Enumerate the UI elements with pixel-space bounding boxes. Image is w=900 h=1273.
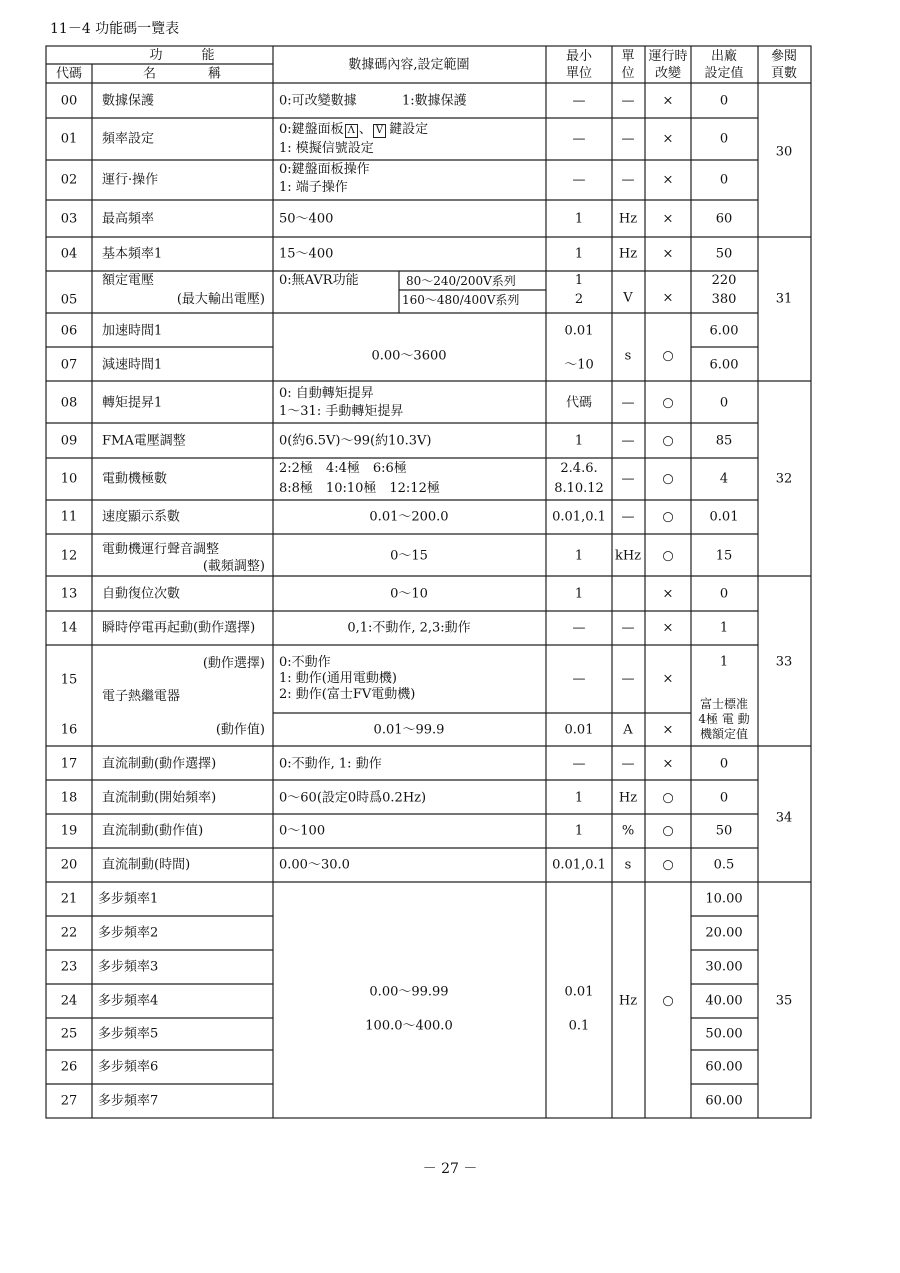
row-name: 瞬時停電再起動(動作選擇): [102, 620, 256, 636]
row-factory: 40.00: [705, 993, 743, 1009]
row-code: 08: [60, 395, 78, 411]
multistep-unit: Hz: [618, 993, 638, 1009]
row-run-change: ○: [662, 509, 674, 525]
row-min-unit: 1: [574, 273, 584, 288]
ref-page: 30: [775, 144, 793, 160]
row-name: 減速時間1: [102, 357, 163, 373]
row-content: 80～240/200V系列: [406, 274, 516, 288]
row-run-change: ○: [662, 857, 674, 873]
ref-page: 31: [775, 291, 793, 307]
row-content: 1: 模擬信號設定: [279, 141, 374, 156]
row-content: 0:不動作: [279, 655, 331, 670]
row-factory: 0: [719, 756, 729, 772]
row-min-unit: —: [572, 756, 586, 772]
row-code: 16: [60, 722, 78, 738]
row-min-unit: 1: [574, 586, 584, 602]
row-unit: s: [624, 857, 632, 873]
row-name: 轉矩提昇1: [102, 395, 163, 411]
row-unit: Hz: [618, 246, 638, 262]
row-code: 23: [60, 959, 78, 975]
row-content: 0:鍵盤面板操作: [279, 162, 370, 177]
row-unit: —: [621, 671, 635, 687]
row-content: 1: 動作(通用電動機): [279, 671, 397, 686]
row-code: 05: [60, 292, 78, 308]
row-factory: 6.00: [709, 323, 739, 339]
row-name: 直流制動(開始頻率): [102, 790, 217, 806]
up-key-icon: Λ: [345, 124, 358, 138]
row-name: 電子熱繼電器: [102, 689, 181, 704]
row-min-unit: —: [572, 131, 586, 147]
header-code: 代碼: [55, 66, 83, 82]
row-min-unit: 0.01,0.1: [552, 857, 606, 873]
header-factory-2: 設定值: [704, 66, 744, 81]
row-factory: 50.00: [705, 1026, 743, 1042]
row-factory: 85: [715, 433, 733, 449]
row-code: 19: [60, 823, 78, 839]
row-content: 0～15: [390, 548, 428, 564]
ref-page: 35: [775, 993, 793, 1009]
row-unit: —: [621, 509, 635, 525]
row-name: 運行·操作: [102, 172, 159, 188]
row-name: 多步頻率4: [98, 993, 159, 1009]
row-unit: —: [621, 395, 635, 411]
row-run-change: ○: [662, 471, 674, 487]
row-name: 多步頻率7: [98, 1093, 159, 1109]
multistep-run-change: ○: [662, 993, 674, 1009]
row-factory: 60: [715, 211, 733, 227]
row-name: 多步頻率5: [98, 1026, 159, 1042]
row-min-unit: 0.01: [564, 722, 594, 738]
row-min-unit: 0.01,0.1: [552, 509, 606, 525]
row-unit: —: [621, 433, 635, 449]
row-run-change: ○: [662, 395, 674, 411]
row-factory: 富士標准: [699, 697, 749, 711]
row-content: 1:數據保護: [402, 93, 467, 109]
row-code: 10: [60, 471, 78, 487]
row-code: 04: [60, 246, 78, 262]
row-factory: 50: [715, 246, 733, 262]
row-factory: 0.01: [709, 509, 739, 525]
row-min-unit: —: [572, 671, 586, 687]
row-code: 14: [60, 620, 78, 636]
row-name: 直流制動(動作選擇): [102, 756, 217, 772]
row-factory: 1: [719, 620, 729, 636]
row-name: (動作值): [215, 722, 265, 738]
row-code: 25: [60, 1026, 78, 1042]
row-min-unit: 1: [574, 433, 584, 449]
row-run-change: ×: [662, 172, 674, 188]
row-unit: Hz: [618, 211, 638, 227]
row-run-change: ○: [662, 433, 674, 449]
row-code: 11: [60, 509, 78, 525]
row-factory: 15: [715, 548, 733, 564]
header-min-unit-2: 單位: [565, 66, 593, 81]
down-key-icon: V: [373, 124, 386, 138]
row-run-change: ○: [662, 790, 674, 806]
row-run-change: ×: [662, 211, 674, 227]
row-name: 自動復位次數: [102, 586, 181, 602]
row-code: 13: [60, 586, 78, 602]
row-min-unit: 1: [574, 211, 584, 227]
row-factory: 1: [719, 654, 729, 670]
multistep-content: 0.00～99.99: [369, 984, 449, 1000]
row-code: 15: [60, 672, 78, 688]
row-min-unit: 8.10.12: [554, 481, 604, 496]
row-min-unit: 2: [574, 292, 584, 307]
row-content: 0.01～200.0: [369, 509, 449, 525]
row-unit: —: [621, 471, 635, 487]
header-function: 功 能: [149, 48, 215, 63]
row-factory: 380: [711, 292, 737, 307]
row-factory: 220: [711, 273, 737, 288]
row-factory: 0.5: [713, 857, 735, 873]
header-factory-1: 出廠: [710, 49, 738, 64]
row-name: 電動機極數: [102, 471, 168, 487]
header-run-change-1: 運行時: [648, 49, 688, 64]
row-min-unit: 1: [574, 790, 584, 806]
row-unit: Hz: [618, 790, 638, 806]
row-content: 0～10: [390, 586, 428, 602]
row-code: 22: [60, 925, 78, 941]
section-title: 11－4 功能碼一覽表: [50, 21, 180, 37]
row-content: 0:不動作, 1: 動作: [279, 756, 382, 772]
header-min-unit-1: 最小: [565, 49, 593, 64]
row-factory: 0: [719, 131, 729, 147]
row-run-change: ×: [662, 586, 674, 602]
row-content: 0～60(設定0時爲0.2Hz): [279, 790, 427, 806]
row-content: 1: 端子操作: [279, 180, 348, 195]
header-run-change-2: 改變: [654, 66, 682, 81]
row-min-unit: 1: [574, 823, 584, 839]
row-name: 電動機運行聲音調整: [102, 542, 220, 557]
row-factory: 6.00: [709, 357, 739, 373]
row-code: 24: [60, 993, 78, 1009]
row-content: 0(約6.5V)～99(約10.3V): [279, 433, 432, 449]
row-name: 數據保護: [102, 93, 155, 109]
header-ref-1: 參閱: [770, 49, 798, 64]
row-name: (動作選擇): [202, 656, 265, 671]
header-unit-1: 單: [621, 49, 635, 64]
page-number: － 27 －: [422, 1161, 478, 1177]
row-unit: —: [621, 620, 635, 636]
row-name: 多步頻率1: [98, 891, 159, 907]
row-content: 0:無AVR功能: [279, 273, 359, 288]
row-run-change: ×: [662, 246, 674, 262]
header-unit-2: 位: [621, 66, 635, 81]
row-content: 2:2極 4:4極 6:6極: [279, 461, 407, 476]
row-factory: 50: [715, 823, 733, 839]
row-run-change: ×: [662, 620, 674, 636]
row-name: 直流制動(動作值): [102, 823, 204, 839]
header-ref-2: 頁數: [770, 66, 798, 81]
row-code: 07: [60, 357, 78, 373]
row-name: 基本頻率1: [102, 246, 163, 262]
header-name: 名 稱: [142, 66, 222, 82]
row-content: 0:鍵盤面板 Λ 、 V 鍵設定: [279, 122, 429, 137]
row-unit: A: [623, 722, 633, 738]
row-unit: —: [621, 131, 635, 147]
row-name: 速度顯示系數: [102, 509, 181, 525]
row-unit: —: [621, 172, 635, 188]
row-factory: 4極 電 動: [698, 712, 750, 726]
row-code: 00: [60, 93, 78, 109]
row-content: 0,1:不動作, 2,3:動作: [347, 620, 471, 636]
ref-page: 33: [775, 654, 793, 670]
row-code: 27: [60, 1093, 78, 1109]
row-unit: V: [623, 290, 633, 306]
row-name: 直流制動(時間): [102, 857, 191, 873]
row-factory: 0: [719, 395, 729, 411]
row-code: 18: [60, 790, 78, 806]
row-content: 0.00～3600: [371, 348, 447, 364]
row-run-change: ×: [662, 131, 674, 147]
row-run-change: ○: [662, 823, 674, 839]
row-name: 多步頻率2: [98, 925, 159, 941]
row-content: 0.01～99.9: [373, 722, 445, 738]
row-content: 0.00～30.0: [279, 857, 350, 873]
row-factory: 0: [719, 172, 729, 188]
ref-page: 34: [775, 810, 793, 826]
row-unit: s: [624, 348, 632, 364]
row-factory: 10.00: [705, 891, 743, 907]
row-code: 02: [60, 172, 78, 188]
row-factory: 60.00: [705, 1093, 743, 1109]
row-code: 20: [60, 857, 78, 873]
header-content: 數據碼內容,設定範圍: [348, 57, 470, 73]
row-run-change: ×: [662, 290, 674, 306]
row-run-change: ○: [662, 348, 674, 364]
row-factory: 0: [719, 93, 729, 109]
row-unit: kHz: [614, 548, 642, 564]
row-code: 09: [60, 433, 78, 449]
row-name: 最高頻率: [102, 211, 155, 227]
row-min-unit: —: [572, 620, 586, 636]
row-code: 12: [60, 548, 78, 564]
row-code: 17: [60, 756, 78, 772]
row-run-change: ×: [662, 756, 674, 772]
row-factory: 4: [719, 471, 729, 487]
row-unit: %: [621, 823, 635, 839]
row-code: 01: [60, 131, 78, 147]
row-content: 0～100: [279, 823, 326, 839]
row-name: FMA電壓調整: [102, 433, 186, 449]
row-name: (載頻調整): [202, 559, 265, 574]
row-factory: 20.00: [705, 925, 743, 941]
row-content: 2: 動作(富士FV電動機): [279, 687, 416, 702]
row-min-unit: 0.01: [564, 323, 594, 339]
row-min-unit: 代碼: [565, 395, 593, 411]
row-min-unit: 1: [574, 246, 584, 262]
row-factory: 0: [719, 790, 729, 806]
row-content: 0:可改變數據: [279, 93, 357, 109]
row-content: 15～400: [279, 246, 334, 262]
row-run-change: ×: [662, 722, 674, 738]
row-min-unit: 2.4.6.: [560, 461, 598, 476]
row-content: 50～400: [279, 211, 334, 227]
row-name: 額定電壓: [102, 273, 155, 288]
row-content: 160～480/400V系列: [402, 293, 520, 307]
row-run-change: ○: [662, 548, 674, 564]
row-factory: 機額定值: [699, 727, 749, 741]
row-min-unit: ～10: [564, 357, 594, 373]
row-run-change: ×: [662, 93, 674, 109]
row-content: 0: 自動轉矩提昇: [279, 386, 374, 401]
row-unit: —: [621, 93, 635, 109]
row-name: (最大輸出電壓): [176, 292, 265, 307]
row-name: 多步頻率6: [98, 1059, 159, 1075]
row-factory: 30.00: [705, 959, 743, 975]
row-content: 1～31: 手動轉矩提昇: [279, 404, 404, 419]
row-code: 03: [60, 211, 78, 227]
multistep-min-unit: 0.1: [568, 1018, 590, 1034]
row-min-unit: 1: [574, 548, 584, 564]
row-run-change: ×: [662, 671, 674, 687]
row-code: 26: [60, 1059, 78, 1075]
multistep-content: 100.0～400.0: [365, 1018, 453, 1034]
row-code: 21: [60, 891, 78, 907]
row-content: 8:8極 10:10極 12:12極: [279, 481, 440, 496]
row-unit: —: [621, 756, 635, 772]
ref-page: 32: [775, 471, 793, 487]
row-name: 多步頻率3: [98, 959, 159, 975]
multistep-min-unit: 0.01: [564, 984, 594, 1000]
row-name: 加速時間1: [102, 323, 163, 339]
row-min-unit: —: [572, 172, 586, 188]
row-min-unit: —: [572, 93, 586, 109]
row-name: 頻率設定: [102, 131, 155, 147]
row-code: 06: [60, 323, 78, 339]
row-factory: 0: [719, 586, 729, 602]
row-factory: 60.00: [705, 1059, 743, 1075]
